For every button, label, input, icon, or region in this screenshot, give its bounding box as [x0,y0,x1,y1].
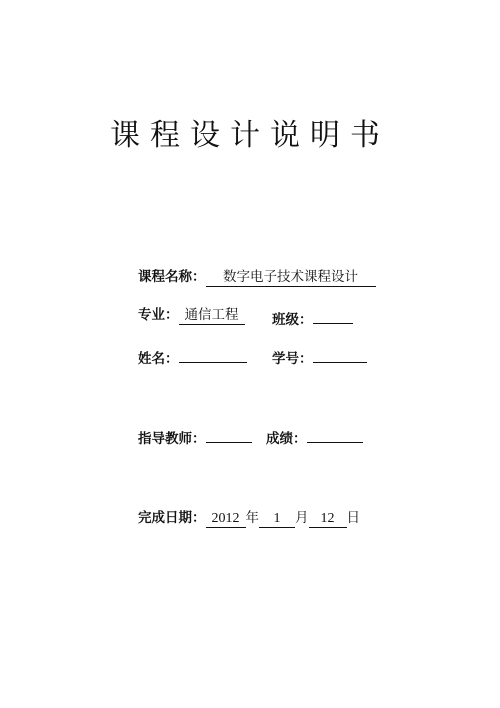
student-id-label: 学号： [272,351,313,367]
major-field[interactable]: 通信工程 [179,307,245,325]
name-field[interactable] [179,345,247,363]
course-name-field[interactable]: 数字电子技术课程设计 [206,269,376,287]
date-month-field[interactable]: 1 [259,510,295,528]
student-id-field[interactable] [313,345,367,363]
advisor-field[interactable] [206,425,252,443]
advisor-row [138,425,252,448]
grade-row [266,425,363,448]
name-label: 姓名： [138,351,179,367]
student-id-row [272,345,367,368]
date-year-field[interactable]: 2012 [206,510,246,528]
major-label: 专业： [138,307,179,323]
completion-date-row [138,509,360,528]
course-name-row [138,268,376,287]
class-row [272,306,353,329]
grade-label: 成绩： [266,431,307,447]
name-row [138,345,247,368]
month-unit: 月 [295,510,309,526]
completion-date-label: 完成日期： [138,510,206,526]
course-name-label: 课程名称： [138,269,206,285]
advisor-label: 指导教师： [138,431,206,447]
date-day-field[interactable]: 12 [309,510,347,528]
year-unit: 年 [245,510,259,526]
class-field[interactable] [313,306,353,324]
class-label: 班级： [272,312,313,328]
day-unit: 日 [346,510,360,526]
page-title: 课程设计说明书 [110,118,390,153]
grade-field[interactable] [307,425,363,443]
major-class-row [138,306,245,325]
